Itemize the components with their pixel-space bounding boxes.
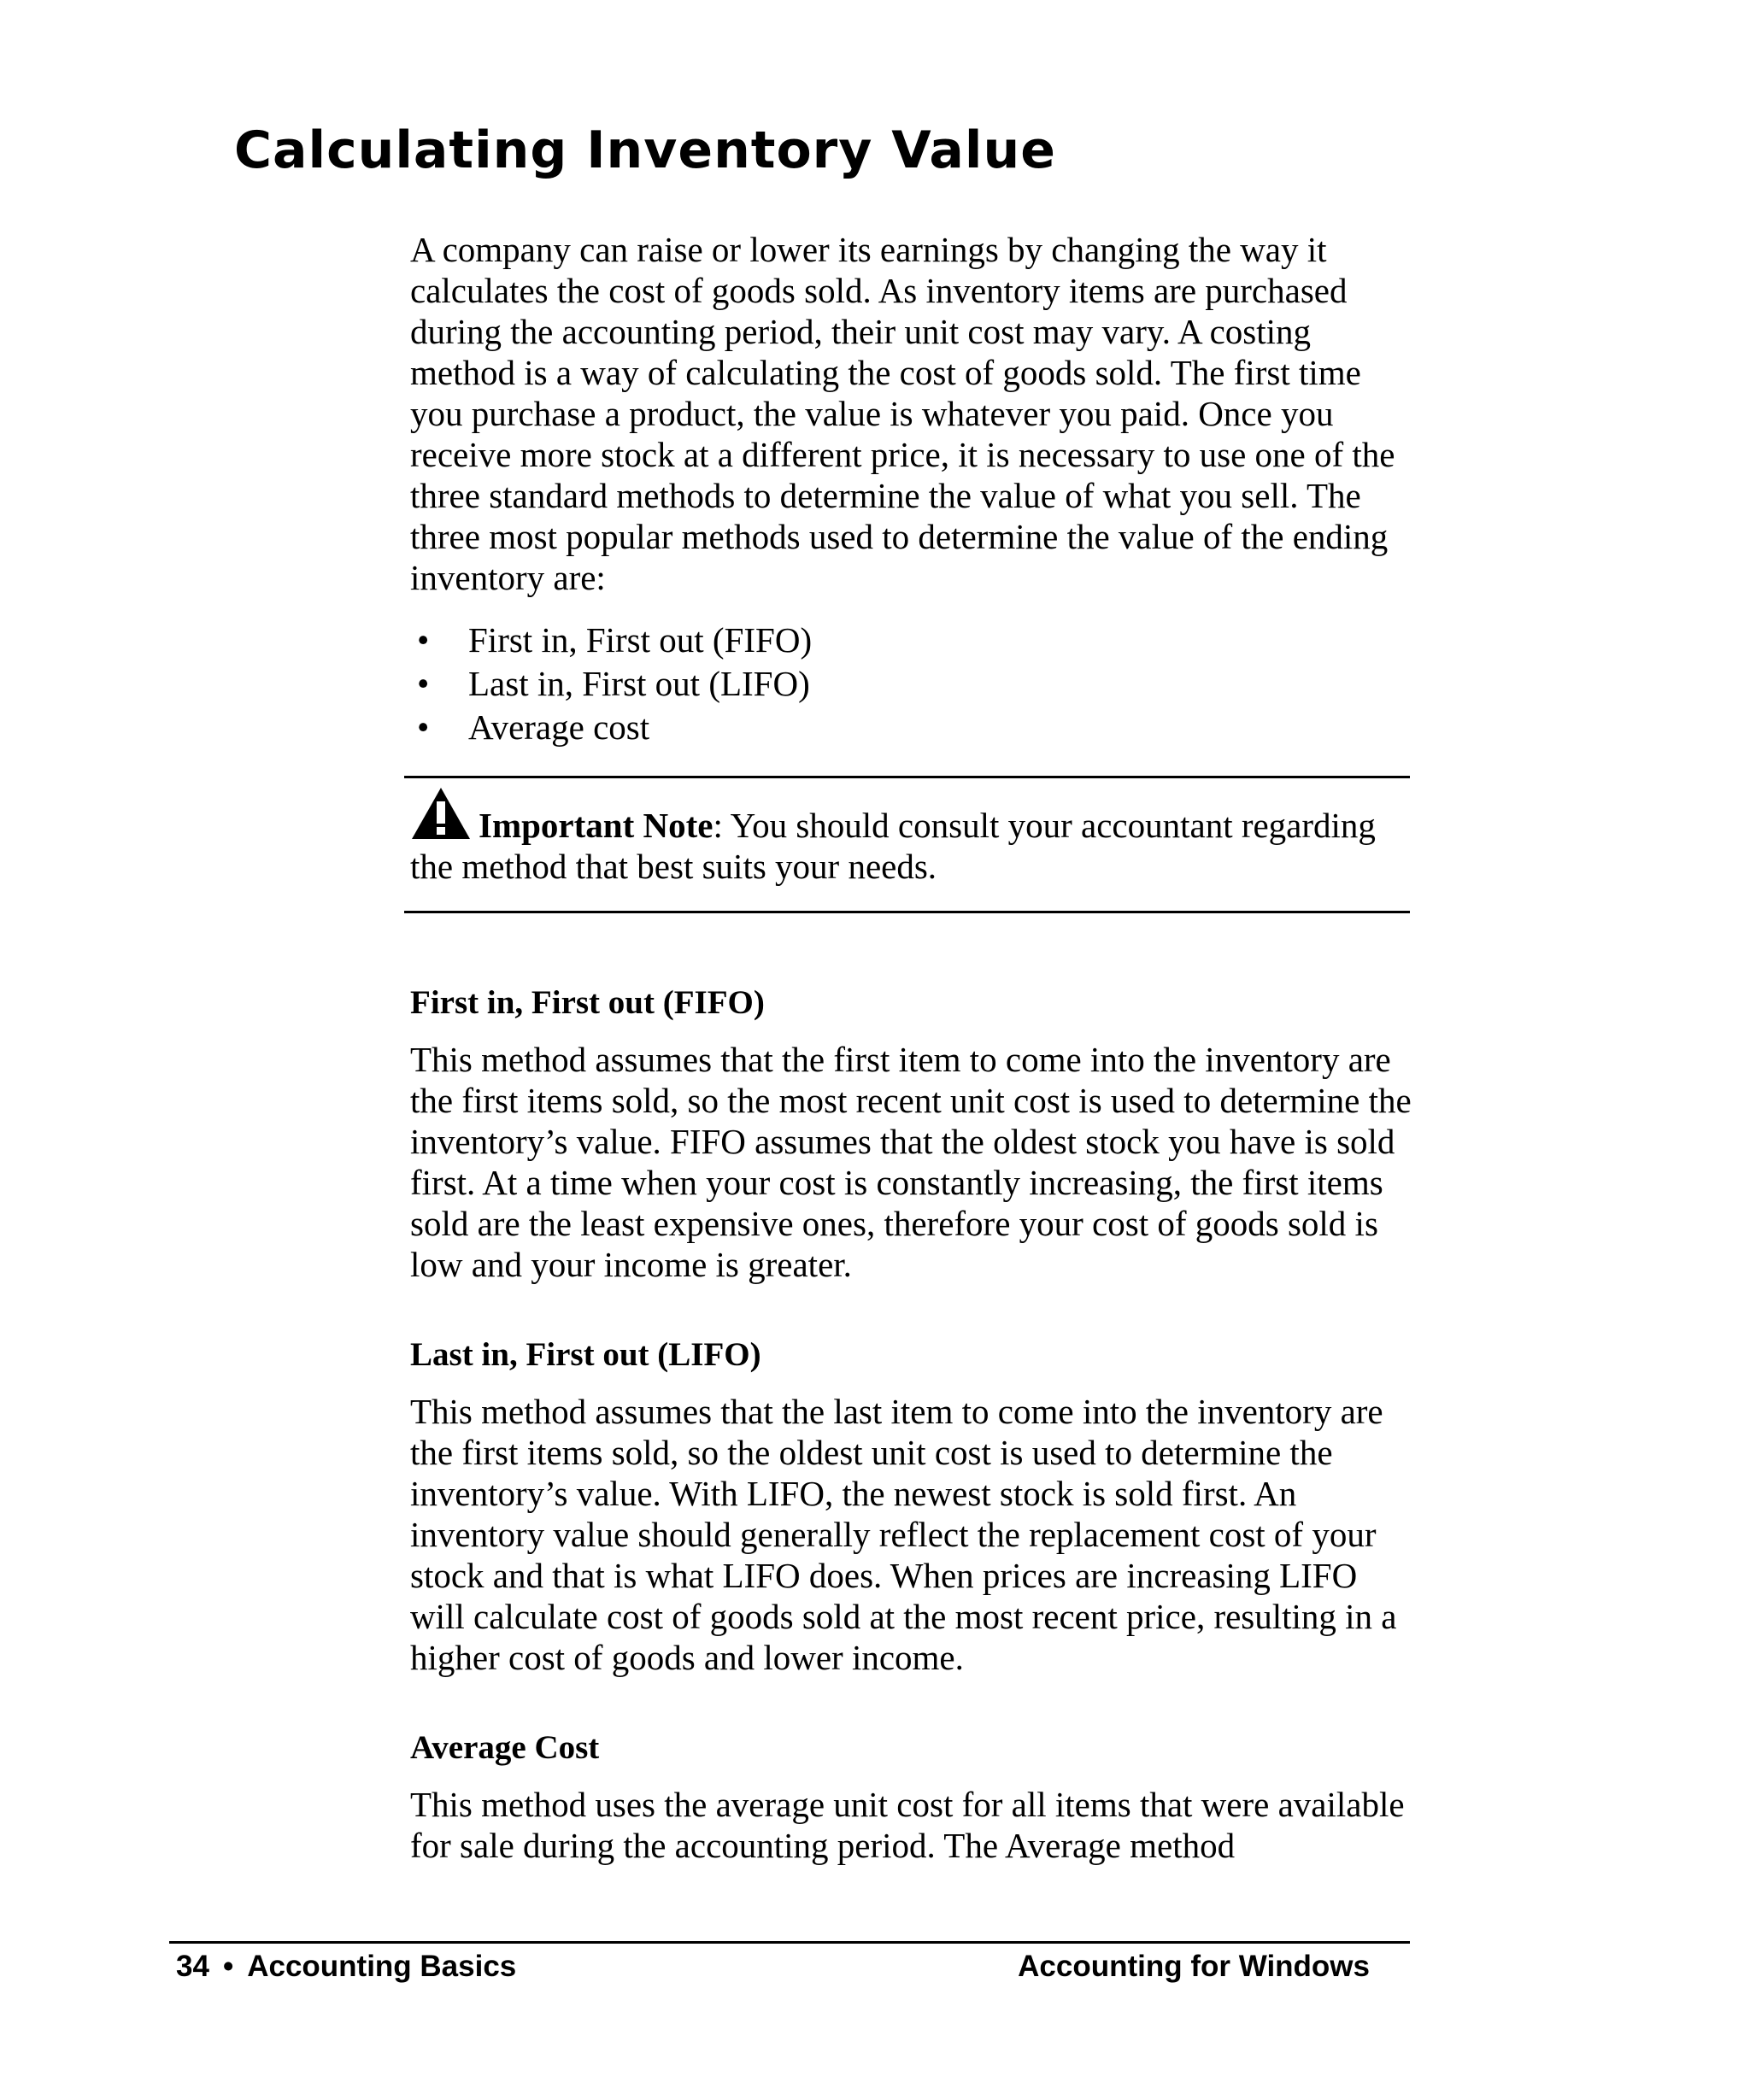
warning-icon <box>410 786 472 841</box>
average-cost-paragraph: This method uses the average unit cost for all items that were available for sale during the accounting period. The Average method <box>410 1785 1405 1865</box>
fifo-heading: First in, First out (FIFO) <box>410 984 765 1021</box>
list-item <box>410 619 1350 662</box>
lifo-paragraph: This method assumes that the last item to come into the inventory are the first items sold, so the oldest unit cost is used to determine the inventory’s value. With LIFO, the newest stock is sold first. An inventory value should generally reflect the replacement cost of your stock and that is what LIFO does. When prices are increasing LIFO will calculate cost of goods sold at the most recent price, resulting in a higher cost of goods and lower income. <box>410 1392 1397 1677</box>
page-title: Calculating Inventory Value <box>234 120 1056 180</box>
footer-bullet-icon: • <box>222 1950 234 1983</box>
footer-divider <box>169 1941 1410 1944</box>
average-cost-section <box>410 1784 1418 1866</box>
fifo-section <box>410 1039 1418 1285</box>
costing-methods-list <box>410 619 1350 749</box>
note-label: Important Note <box>479 806 714 845</box>
note-top-divider <box>404 776 1410 778</box>
note-text: You should consult your accountant regarding the method that best suits your needs. <box>410 806 1376 886</box>
list-item <box>410 706 1350 749</box>
page-number: 34 <box>176 1950 209 1983</box>
bullet-icon: • <box>417 707 430 747</box>
average-cost-heading: Average Cost <box>410 1729 600 1766</box>
footer-left <box>176 1948 516 1986</box>
note-bottom-divider <box>404 911 1410 913</box>
book-title: Accounting for Windows <box>1018 1950 1370 1983</box>
note-separator: : <box>713 806 723 845</box>
bullet-icon: • <box>417 620 430 660</box>
list-item-label: First in, First out (FIFO) <box>468 620 813 660</box>
lifo-section <box>410 1391 1418 1678</box>
chapter-name: Accounting Basics <box>247 1950 517 1983</box>
intro-paragraph <box>410 229 1418 598</box>
list-item-label: Last in, First out (LIFO) <box>468 664 810 703</box>
fifo-paragraph: This method assumes that the first item to come into the inventory are the first items sold, so the most recent unit cost is used to determine the inventory’s value. FIFO assumes that the oldest stock you have is sold first. At a time when your cost is constantly increasing, the first items sold are the least expensive ones, therefore your cost of goods sold is low and your income is greater. <box>410 1040 1412 1284</box>
intro-text: A company can raise or lower its earnings by changing the way it calculates the cost of goods sold. As inventory items are purchased during the accounting period, their unit cost may vary. A costing method is a way of calculating the cost of goods sold. The first time you purchase a product, the value is whatever you paid. Once you receive more stock at a different price, it is necessary to use one of the three standard methods to determine the value of what you sell. The three most popular methods used to determine the value of the ending inventory are: <box>410 230 1395 597</box>
note-text-block <box>410 786 1418 887</box>
list-item <box>410 662 1350 706</box>
lifo-heading: Last in, First out (LIFO) <box>410 1336 761 1373</box>
bullet-icon: • <box>417 664 430 703</box>
list-item-label: Average cost <box>468 707 650 747</box>
important-note <box>410 786 1418 887</box>
